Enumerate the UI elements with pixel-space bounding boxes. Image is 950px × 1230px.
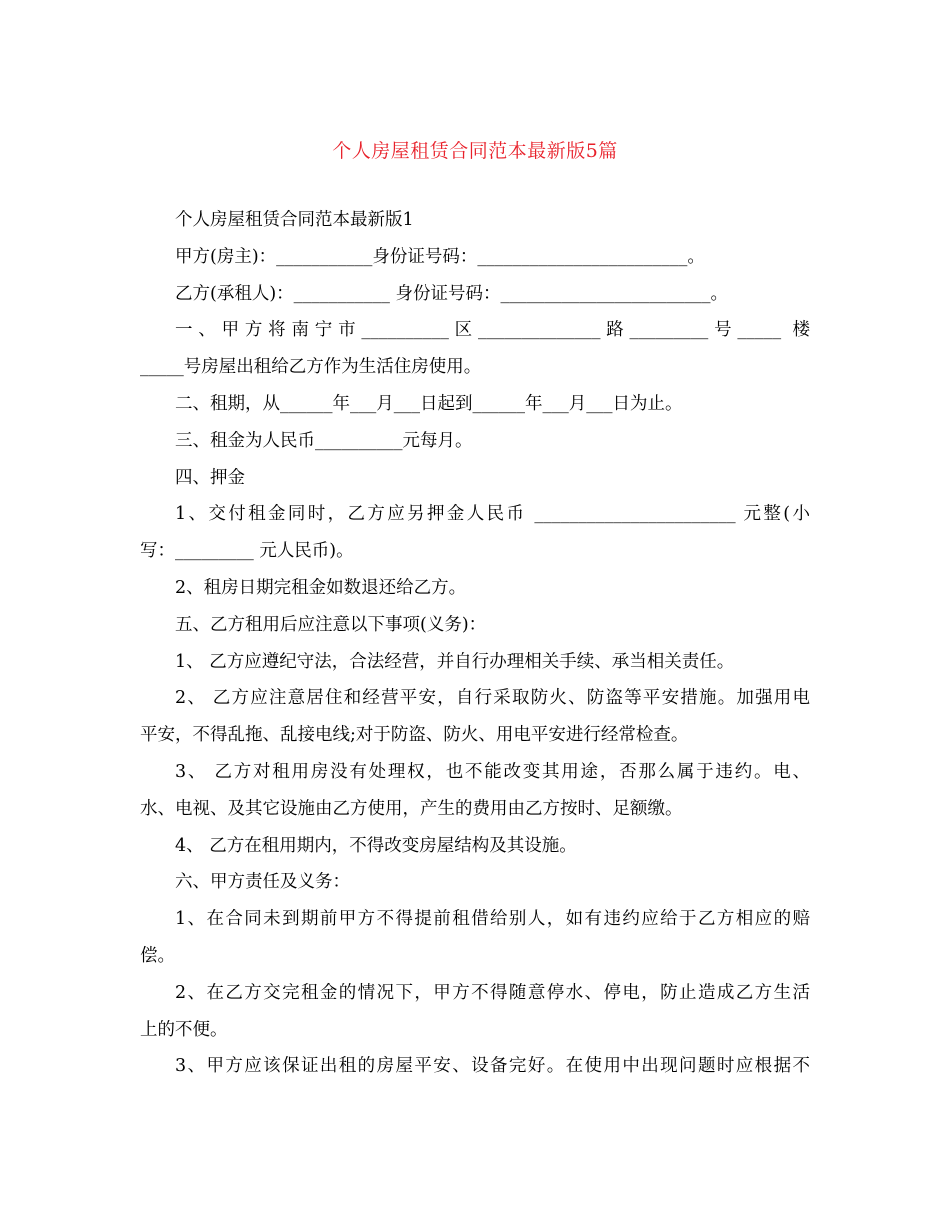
clause-1-line-2: _____号房屋出租给乙方作为生活住房使用。 xyxy=(140,357,482,378)
party-a-line: 甲方(房主)：___________身份证号码：________________________。 xyxy=(175,246,705,267)
clause-4-heading: 四、押金 xyxy=(175,467,245,488)
duty-2-line-2: 上的不便。 xyxy=(140,1019,228,1040)
document-title: 个人房屋租赁合同范本最新版5篇 xyxy=(332,140,618,162)
duty-3-line-1: 3、甲方应该保证出租的房屋平安、设备完好。在使用中出现问题时应根据不 xyxy=(175,1056,810,1077)
deposit-item-1-line-1: 1、交付租金同时，乙方应另押金人民币 _______________________ 元整(小 xyxy=(175,504,810,525)
obligation-3-line-2: 水、电视、及其它设施由乙方使用，产生的费用由乙方按时、足额缴。 xyxy=(140,798,683,819)
clause-1-line-1: 一、甲方将南宁市__________区______________路_________号_____ 楼 xyxy=(175,320,810,341)
clause-3-line: 三、租金为人民币__________元每月。 xyxy=(175,430,473,451)
duty-2-line-1: 2、在乙方交完租金的情况下，甲方不得随意停水、停电，防止造成乙方生活 xyxy=(175,982,810,1003)
duty-1-line-2: 偿。 xyxy=(140,945,175,966)
deposit-item-2-line: 2、租房日期完租金如数退还给乙方。 xyxy=(175,577,467,598)
document-body xyxy=(140,206,810,1089)
duty-1-line-1: 1、在合同未到期前甲方不得提前租借给别人，如有违约应给于乙方相应的赔 xyxy=(175,909,810,930)
clause-2-line: 二、租期，从______年___月___日起到______年___月___日为止。 xyxy=(175,393,683,414)
clause-6-heading: 六、甲方责任及义务： xyxy=(175,872,350,893)
party-b-line: 乙方(承租人)：___________ 身份证号码：________________________。 xyxy=(175,283,728,304)
obligation-2-line-1: 2、 乙方应注意居住和经营平安，自行采取防火、防盗等平安措施。加强用电 xyxy=(175,688,810,709)
obligation-4-line: 4、 乙方在租用期内，不得改变房屋结构及其设施。 xyxy=(175,835,577,856)
clause-5-heading: 五、乙方租用后应注意以下事项(义务)： xyxy=(175,614,487,635)
obligation-1-line: 1、 乙方应遵纪守法，合法经营，并自行办理相关手续、承当相关责任。 xyxy=(175,651,735,672)
obligation-2-line-2: 平安，不得乱拖、乱接电线;对于防盗、防火、用电平安进行经常检查。 xyxy=(140,725,689,746)
obligation-3-line-1: 3、 乙方对租用房没有处理权，也不能改变其用途，否那么属于违约。电、 xyxy=(175,761,810,782)
deposit-item-1-line-2: 写：_________ 元人民币)。 xyxy=(140,541,354,562)
section-heading: 个人房屋租赁合同范本最新版1 xyxy=(175,210,414,230)
